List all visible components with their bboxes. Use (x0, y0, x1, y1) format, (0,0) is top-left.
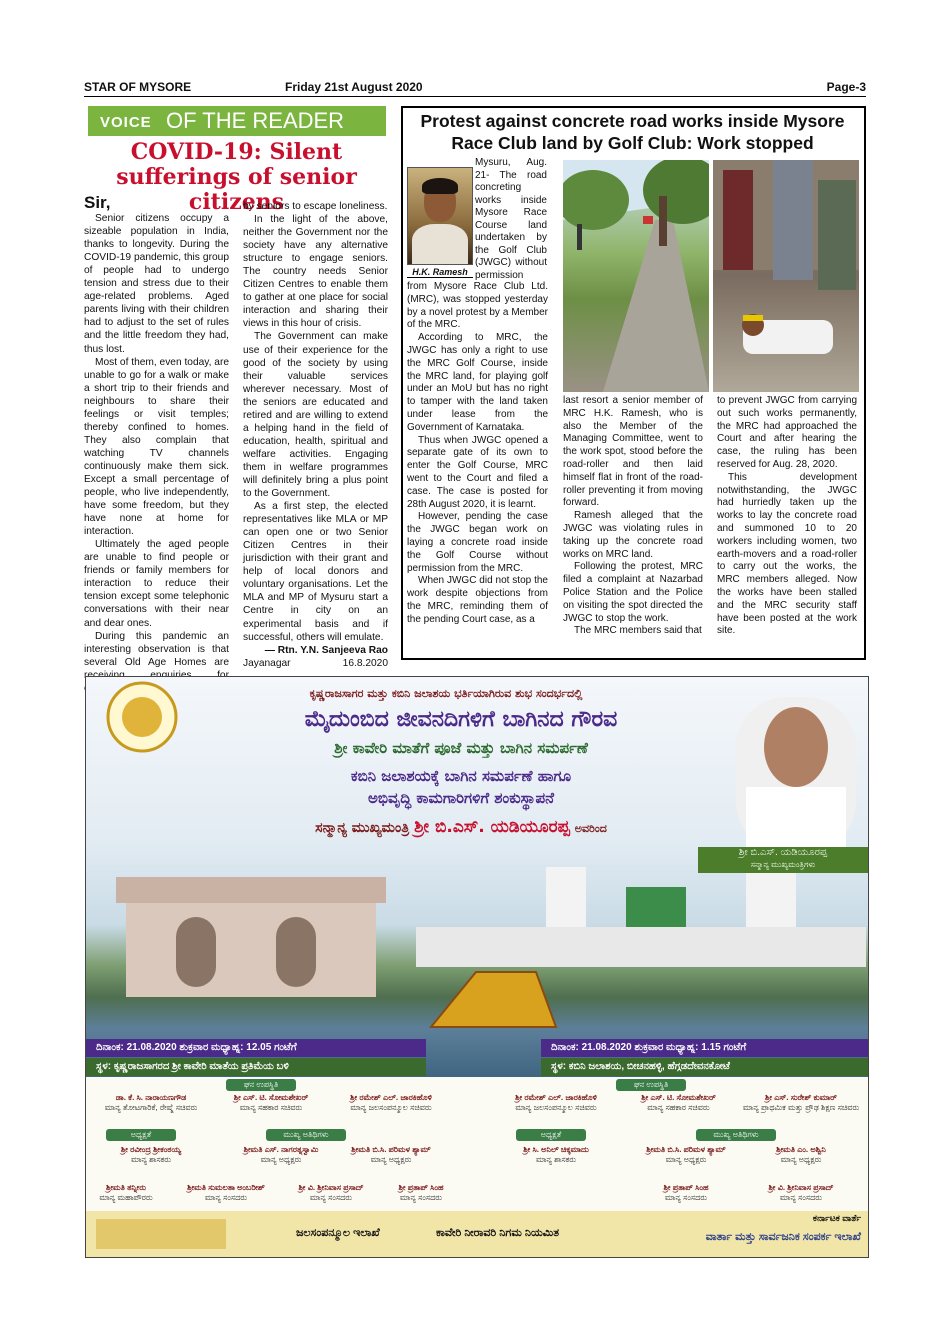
dignitary: ಶ್ರೀ ಪ್ರತಾಪ್ ಸಿಂಹ ಮಾನ್ಯ ಸಂಸದರು (663, 1183, 709, 1202)
portrait-caption: H.K. Ramesh (407, 267, 473, 278)
news-column-1 (407, 281, 548, 627)
dignitary: ಶ್ರೀಮತಿ ಎಂ. ಅಶ್ವಿನಿ ಮಾನ್ಯ ಅಧ್ಯಕ್ಷರು (776, 1145, 826, 1164)
news-lead: Mysuru, Aug. 21- The road concreting works inside Mysore Race Course land undertaken by the Golf Club (JWGC) without permission (475, 157, 547, 281)
left-date-strip: ದಿನಾಂಕ: 21.08.2020 ಶುಕ್ರವಾರ ಮಧ್ಯಾಹ್ನ: 12.05 ಗಂಟೆಗೆ (86, 1039, 426, 1057)
cm-name: ಶ್ರೀ ಬಿ.ಎಸ್. ಯಡಿಯೂರಪ್ಪ (738, 847, 828, 858)
right-chair-label: ಅಧ್ಯಕ್ಷತೆ (516, 1129, 586, 1141)
letter-column-1 (84, 193, 230, 695)
news-column-3 (717, 395, 857, 638)
dignitary: ಶ್ರೀ ಎಸ್. ಸುರೇಶ್ ಕುಮಾರ್ ಮಾನ್ಯ ಪ್ರಾಥಮಿಕ ಮತ್ತು ಪ್ರೌಢ ಶಿಕ್ಷಣ ಸಚಿವರು (742, 1093, 860, 1112)
ad-line-6 (176, 817, 746, 837)
letter-paragraph: The Government can make use of their experience for the good of the society by using their valuable services wherever necessary. Most of the seniors are educated and retired and are willing to extend a helping hand in the field of education, health, spiritual and welfare activities. Engaging them in welfare programmes will definitely bring a plus point to the Government. (243, 331, 388, 500)
left-presence-label: ಘನ ಉಪಸ್ಥಿತಿ (226, 1079, 296, 1091)
dignitary: ಶ್ರೀ ಎಸ್. ಟಿ. ಸೋಮಶೇಖರ್ ಮಾನ್ಯ ಸಹಕಾರ ಸಚಿವರು (233, 1093, 309, 1112)
dignitary: ಶ್ರೀಮತಿ ಸುಮಲತಾ ಅಂಬರೀಶ್ ಮಾನ್ಯ ಸಂಸದರು (187, 1183, 265, 1202)
ad-footer (86, 1211, 868, 1257)
letter-paragraph: by seniors to escape loneliness. (243, 201, 388, 212)
letter-place: Jayanagar (243, 657, 291, 669)
header-rule (84, 96, 866, 97)
news-paragraph: to prevent JWGC from carrying out such works permanently, the MRC had approached the Court and after hearing the case, the ruling has been reserved for Aug. 28, 2020. (717, 395, 857, 470)
letter-paragraph: During this pandemic an interesting observation is that several Old Age Homes are (84, 630, 229, 668)
paper-name: STAR OF MYSORE (84, 80, 192, 94)
road-works-photo (563, 160, 709, 392)
right-date-strip: ದಿನಾಂಕ: 21.08.2020 ಶುಕ್ರವಾರ ಮಧ್ಯಾಹ್ನ: 1.15 ಗಂಟೆಗೆ (541, 1039, 868, 1057)
voice-banner (88, 106, 386, 136)
dignitary: ಶ್ರೀ ಪ್ರತಾಪ್ ಸಿಂಹ ಮಾನ್ಯ ಸಂಸದರು (398, 1183, 444, 1202)
letter-paragraph: As a first step, the elected representatives like MLA or MP can open one or two Senior Citizen Centres in their jurisdiction with their grant and help of local donors and voluntary organisations. Let the MLA and MP of Mysuru start a Centre in city on an experimental basis and if successful, others will emulate. (243, 501, 388, 643)
voice-word: VOICE (100, 114, 152, 131)
news-paragraph: Thus when JWGC opened a separate gate of its own to enter the Golf Course, MRC went to the Court and filed a case. The case is posted for 28th August 2020, it is learnt. (407, 434, 548, 510)
vidhana-soudha-icon (96, 1219, 226, 1249)
letter-salutation: Sir, (84, 193, 111, 212)
ad-line-4: ಕಬಿನಿ ಜಲಾಶಯಕ್ಕೆ ಬಾಗಿನ ಸಮರ್ಪಣೆ ಹಾಗೂ (350, 767, 572, 785)
dignitary: ಶ್ರೀ ರಮೇಶ್ ಎಲ್. ಜಾರಕಿಹೊಳಿ ಮಾನ್ಯ ಜಲಸಂಪನ್ಮೂಲ ಸಚಿವರು (350, 1093, 432, 1112)
left-guests-label: ಮುಖ್ಯ ಅತಿಥಿಗಳು (266, 1129, 346, 1141)
right-guests-label: ಮುಖ್ಯ ಅತಿಥಿಗಳು (696, 1129, 776, 1141)
letter-signoff (243, 657, 388, 670)
ad-line-6-suffix: ಅವರಿಂದ (574, 822, 607, 835)
letter-column-2 (243, 200, 388, 670)
dignitary: ಶ್ರೀ ರಮೇಶ್ ಎಲ್. ಜಾರಕಿಹೊಳಿ ಮಾನ್ಯ ಜಲಸಂಪನ್ಮೂಲ ಸಚಿವರು (515, 1093, 597, 1112)
letter-paragraph: In the light of the above, neither the Government nor the society have any alternative structure to engage seniors. The country needs Senior Citizen Centres to enable them to gather at one place for social interaction and sharing their views in this hour of crisis. (243, 214, 388, 330)
dignitary: ಶ್ರೀ ವಿ. ಶ್ರೀನಿವಾಸ ಪ್ರಸಾದ್ ಮಾನ್ಯ ಸಂಸದರು (298, 1183, 364, 1202)
footer-dept-2: ಕಾವೇರಿ ನೀರಾವರಿ ನಿಗಮ ನಿಯಮಿತ (436, 1227, 560, 1239)
ad-line-6-name: ಶ್ರೀ ಬಿ.ಎಸ್. ಯಡಿಯೂರಪ್ಪ (414, 817, 570, 837)
news-paragraph: The MRC members said that (574, 625, 702, 637)
news-paragraph: When JWGC did not stop the work despite objections from the MRC, reminding them of the pending Court case, as a (407, 575, 548, 625)
ad-line-6-prefix: ಸನ್ಮಾನ್ಯ ಮುಖ್ಯಮಂತ್ರಿ (315, 820, 410, 836)
right-presence-label: ಘನ ಉಪಸ್ಥಿತಿ (616, 1079, 686, 1091)
road-scene-drawing (563, 160, 709, 392)
dignitary: ಶ್ರೀ ಎಸ್. ಟಿ. ಸೋಮಶೇಖರ್ ಮಾನ್ಯ ಸಹಕಾರ ಸಚಿವರು (641, 1093, 716, 1112)
news-paragraph: Following the protest, MRC filed a complaint at Nazarbad Police Station and the Police on visiting the spot directed the JWGC to stop the work. (563, 561, 703, 624)
cm-title: ಸನ್ಮಾನ್ಯ ಮುಖ್ಯಮಂತ್ರಿಗಳು (750, 860, 816, 869)
news-paragraph: from Mysore Race Club Ltd. (MRC), was stopped yesterday by a novel protest by a Member of the MRC. (407, 281, 548, 331)
dignitary: ಶ್ರೀ ವಿ. ಶ್ರೀನಿವಾಸ ಪ್ರಸಾದ್ ಮಾನ್ಯ ಸಂಸದರು (768, 1183, 834, 1202)
protest-scene-drawing (713, 160, 859, 392)
dignitary: ಶ್ರೀಮತಿ ಬಿ.ಸಿ. ಪರಿಮಳ ಶ್ಯಾಮ್ ಮಾನ್ಯ ಅಧ್ಯಕ್ಷರು (646, 1145, 726, 1164)
dignitary: ಶ್ರೀಮತಿ ತನ್ನೀರು ಮಾನ್ಯ ಮಹಾಪೌರರು (99, 1183, 153, 1202)
news-title: Protest against concrete road works inside Mysore Race Club land by Golf Club: Work stopped (420, 111, 845, 153)
issue-date: Friday 21st August 2020 (285, 80, 423, 94)
letter-title: COVID-19: Silent sufferings of senior citizens (116, 139, 357, 215)
ad-line-3: ಶ್ರೀ ಕಾವೇರಿ ಮಾತೆಗೆ ಪೂಜೆ ಮತ್ತು ಬಾಗಿನ ಸಮರ್ಪಣೆ (334, 739, 588, 757)
left-place-strip: ಸ್ಥಳ: ಕೃಷ್ಣರಾಜಸಾಗರದ ಶ್ರೀ ಕಾವೇರಿ ಮಾತೆಯ ಪ್ರತಿಮೆಯ ಬಳಿ (86, 1058, 426, 1076)
dignitary: ಡಾ. ಕೆ. ಸಿ. ನಾರಾಯಣಗೌಡ ಮಾನ್ಯ ತೋಟಗಾರಿಕೆ, ರೇಷ್ಮೆ ಸಚಿವರು (104, 1093, 198, 1112)
ad-line-1: ಕೃಷ್ಣರಾಜಸಾಗರ ಮತ್ತು ಕಬಿನಿ ಜಲಾಶಯ ಭರ್ತಿಯಾಗಿರುವ ಶುಭ ಸಂದರ್ಭದಲ್ಲಿ (309, 687, 583, 700)
dignitary: ಶ್ರೀ ಸಿ. ಅನಿಲ್ ಚಿಕ್ಕಮಾದು ಮಾನ್ಯ ಶಾಸಕರು (523, 1145, 589, 1164)
letter-paragraph: Senior citizens occupy a sizeable population in India, thanks to longevity. During the COVID-19 pandemic, this group of people had to undergo tension and stress due to their age-related problems. Aged parents living with their children had to adjust to the set of rules and the little freedom they had, thus lost. (84, 213, 229, 355)
news-paragraph: Ramesh alleged that the JWGC was violating rules in taking up the concrete road works on MRC land. (563, 510, 703, 560)
footer-dept-1: ಜಲಸಂಪನ್ಮೂಲ ಇಲಾಖೆ (296, 1227, 380, 1239)
letter-paragraph: Most of them, even today, are unable to go for a walk or make a short trip to their friends and neighbours to share their feelings or visit temples; thereby confined to homes. They also complain that watching TV channels continuously make them sick. Except a small percentage of people, who live independently, have some freedom, but they have none at home for interaction. (84, 356, 230, 538)
news-paragraph: last resort a senior member of MRC H.K. Ramesh, who is also the Member of the Managing Committee, went to the work spot, stood before the road-roller and then laid himself flat in front of the road-roller preventing it from moving forward. (563, 395, 703, 509)
news-paragraph: This development notwithstanding, the JWGC had hurriedly taken up the works to lay the concrete road and summoned 10 to 20 workers including women, two earth-movers and a road-roller to carry out the works, the MRC members alleged. Now the works have been stalled and the MRC security staff have been posted at the work site. (717, 471, 857, 637)
letter-paragraph: Ultimately the aged people are unable to find people or friends or family members for interaction to reduce their tension except some telephonic conversations with their near and dear ones. (84, 539, 229, 629)
letter-signature: — Rtn. Y.N. Sanjeeva Rao (264, 644, 388, 656)
letter-date: 16.8.2020 (342, 657, 388, 669)
dam-scene-drawing (86, 677, 868, 1077)
page-number: Page-3 (826, 80, 866, 94)
government-advertisement (85, 676, 869, 1258)
news-paragraph: According to MRC, the JWGC has only a right to use the MRC Golf Course, inside the MRC land, for playing golf under an MoU but has no right to tamper with the land taken under lease from the Government of Karnataka. (407, 332, 548, 433)
voice-word-rest: OF THE READER (166, 108, 345, 133)
news-paragraph: However, pending the case the JWGC began work on laying a concrete road inside the Golf Course without permission from the MRC. (407, 511, 548, 574)
dignitary: ಶ್ರೀಮತಿ ಎಸ್. ನಾಗರತ್ನಸ್ವಾಮಿ ಮಾನ್ಯ ಅಧ್ಯಕ್ಷರು (243, 1145, 319, 1164)
news-column-2 (563, 395, 703, 638)
left-chair-label: ಅಧ್ಯಕ್ಷತೆ (106, 1129, 176, 1141)
footer-dept-3: ವಾರ್ತಾ ಮತ್ತು ಸಾರ್ವಜನಿಕ ಸಂಪರ್ಕ ಇಲಾಖೆ (705, 1231, 861, 1243)
dignitary: ಶ್ರೀ ರವೀಂದ್ರ ಶ್ರೀಕಂಠಯ್ಯ ಮಾನ್ಯ ಶಾಸಕರು (120, 1145, 182, 1164)
page-header (84, 80, 866, 96)
ramesh-portrait (407, 167, 473, 265)
dignitary: ಶ್ರೀಮತಿ ಬಿ.ಸಿ. ಪರಿಮಳ ಶ್ಯಾಮ್ ಮಾನ್ಯ ಅಧ್ಯಕ್ಷರು (351, 1145, 431, 1164)
footer-brand: ಕರ್ನಾಟಕ ವಾರ್ತೆ (812, 1213, 861, 1223)
protester-photo (713, 160, 859, 392)
cm-name-plate (698, 847, 868, 873)
ad-line-5: ಅಭಿವೃದ್ಧಿ ಕಾಮಗಾರಿಗಳಿಗೆ ಶಂಕುಸ್ಥಾಪನೆ (367, 789, 555, 807)
right-place-strip: ಸ್ಥಳ: ಕಬಿನಿ ಜಲಾಶಯ, ಬೀಚನಹಳ್ಳಿ, ಹೆಗ್ಗಡದೇವನಕೋಟೆ (541, 1058, 868, 1076)
ad-headline: ಮೈದುಂಬಿದ ಜೀವನದಿಗಳಿಗೆ ಬಾಗಿನದ ಗೌರವ (304, 707, 618, 732)
